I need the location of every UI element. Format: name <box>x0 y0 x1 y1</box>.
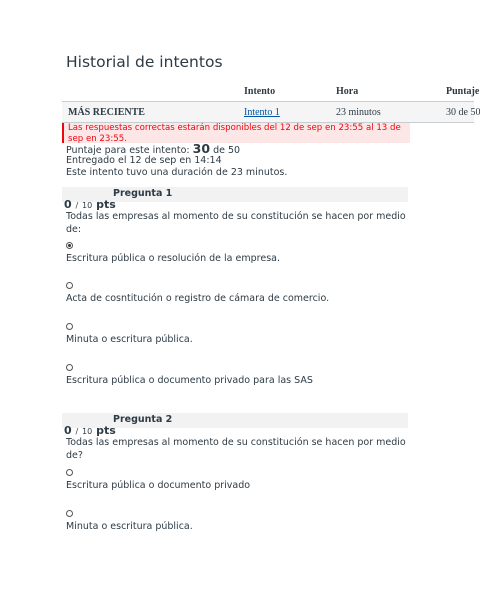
points-separator: / <box>75 427 79 436</box>
column-header-score: Puntaje <box>446 86 480 97</box>
question-title: Pregunta 2 <box>113 414 173 425</box>
result-badge: Incorrecto <box>66 190 107 199</box>
attempt-link[interactable]: Intento 1 <box>244 107 280 118</box>
score-value: 30 <box>192 141 211 156</box>
answer-option[interactable]: Escritura pública o documento privado para las SAS <box>66 375 313 386</box>
question-text: Todas las empresas al momento de su constitución se hacen por medio de: <box>66 211 406 235</box>
score-suffix: de 50 <box>213 145 241 156</box>
submitted-text: Entregado el 12 de sep en 14:14 <box>66 155 222 166</box>
points-max: 10 <box>82 427 93 436</box>
points-max: 10 <box>82 201 93 210</box>
answer-option[interactable]: Minuta o escritura pública. <box>66 521 193 532</box>
points-unit: pts <box>96 198 116 211</box>
result-badge: Incorrecto <box>66 416 107 425</box>
answer-radio[interactable] <box>66 282 73 289</box>
column-header-attempt: Intento <box>244 86 276 97</box>
row-label-most-recent: MÁS RECIENTE <box>68 107 145 118</box>
question-text: Todas las empresas al momento de su constitución se hacen por medio de? <box>66 437 406 461</box>
score-prefix: Puntaje para este intento: <box>66 145 190 156</box>
answer-option[interactable]: Escritura pública o documento privado <box>66 480 251 491</box>
duration-text: Este intento tuvo una duración de 23 minutos. <box>66 167 288 178</box>
page-title: Historial de intentos <box>66 53 223 71</box>
answers-availability-alert <box>62 123 410 143</box>
alert-text: Las respuestas correctas estarán disponibles del 12 de sep en 23:55 al 13 de sep en 23:55. <box>68 123 401 144</box>
attempt-score: 30 de 50 <box>446 107 480 118</box>
answer-option[interactable]: Acta de cosntitución o registro de cámara de comercio. <box>66 293 330 304</box>
points-earned: 0 <box>64 198 72 211</box>
attempt-time: 23 minutos <box>336 107 381 118</box>
question-title: Pregunta 1 <box>113 188 173 199</box>
points-unit: pts <box>96 424 116 437</box>
answer-radio[interactable] <box>66 323 73 330</box>
column-header-time: Hora <box>336 86 359 97</box>
answer-option[interactable]: Escritura pública o resolución de la empresa. <box>66 253 280 264</box>
answer-radio[interactable] <box>66 242 73 249</box>
points-separator: / <box>75 201 79 210</box>
answer-radio[interactable] <box>66 364 73 371</box>
answer-option[interactable]: Minuta o escritura pública. <box>66 334 193 345</box>
points-earned: 0 <box>64 424 72 437</box>
answer-radio[interactable] <box>66 469 73 476</box>
answer-radio[interactable] <box>66 510 73 517</box>
